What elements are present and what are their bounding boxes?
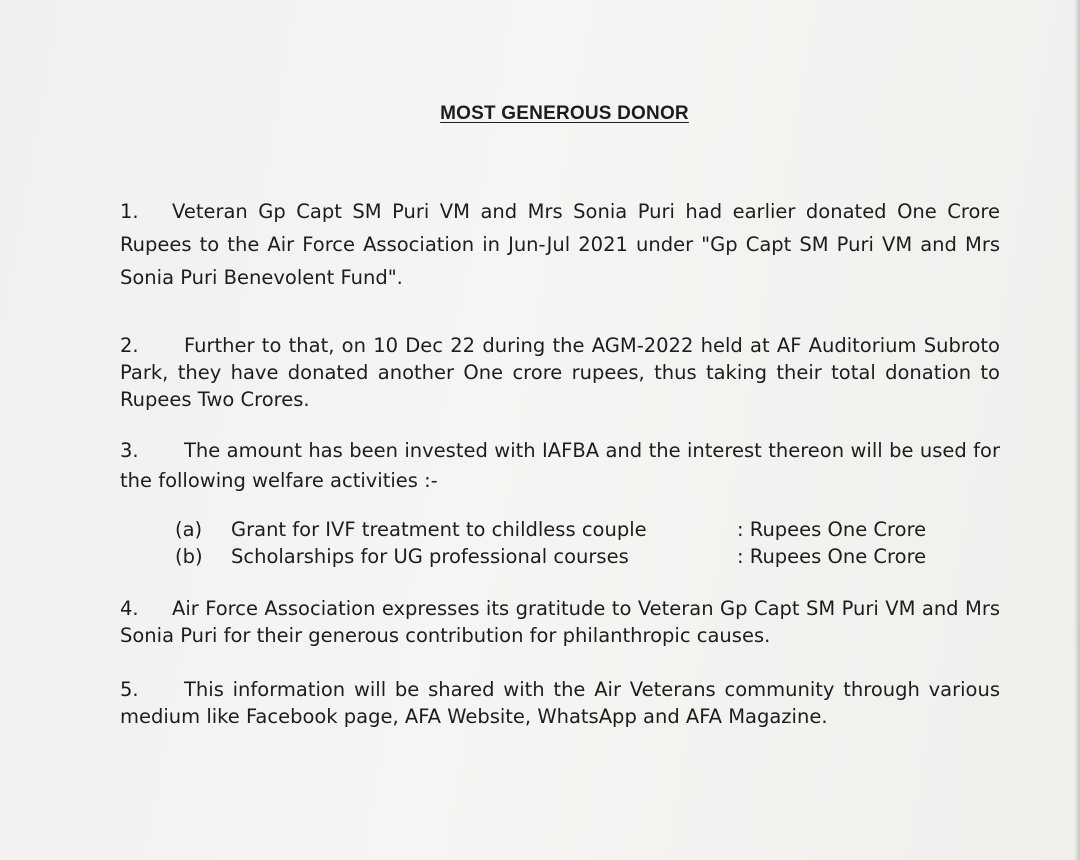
activity-label: (b) (175, 545, 203, 568)
paragraph-number: 2. (120, 334, 139, 357)
activity-description: Grant for IVF treatment to childless couple (231, 518, 647, 541)
paragraph-text: The amount has been invested with IAFBA and the interest thereon will be used for the following welfare activities :- (120, 439, 1000, 492)
paragraph-text: Further to that, on 10 Dec 22 during the AGM-2022 held at AF Auditorium Subroto Park, they have donated another One crore rupees, thus taking their total donation to Rupees Two Crores. (120, 334, 1000, 411)
paragraph-number: 3. (120, 439, 139, 462)
paragraph-text: Air Force Association expresses its gratitude to Veteran Gp Capt SM Puri VM and Mrs Sonia Puri for their generous contribution for philanthropic causes. (120, 597, 1000, 647)
paragraph-1 (120, 195, 1000, 294)
paragraph-2 (120, 332, 1000, 413)
activity-amount: : Rupees One Crore (737, 518, 927, 541)
activity-description: Scholarships for UG professional courses (231, 545, 629, 568)
paragraph-3 (120, 436, 1000, 496)
page-edge-shadow (1074, 0, 1080, 860)
activity-amount: : Rupees One Crore (737, 545, 927, 568)
paragraph-5 (120, 676, 1000, 730)
paragraph-number: 5. (120, 678, 139, 701)
document-title: MOST GENEROUS DONOR (440, 103, 689, 124)
paragraph-number: 4. (120, 597, 139, 620)
activity-item (175, 516, 955, 544)
paragraph-4 (120, 595, 1000, 649)
activity-item (175, 543, 955, 571)
paragraph-text: This information will be shared with the Air Veterans community through various medium like Facebook page, AFA Website, WhatsApp and AFA Magazine. (120, 678, 1000, 728)
paragraph-number: 1. (120, 200, 139, 223)
paragraph-text: Veteran Gp Capt SM Puri VM and Mrs Sonia Puri had earlier donated One Crore Rupees to the Air Force Association in Jun-Jul 2021 under "Gp Capt SM Puri VM and Mrs Sonia Puri Benevolent Fund". (120, 200, 1000, 289)
activity-label: (a) (175, 518, 203, 541)
